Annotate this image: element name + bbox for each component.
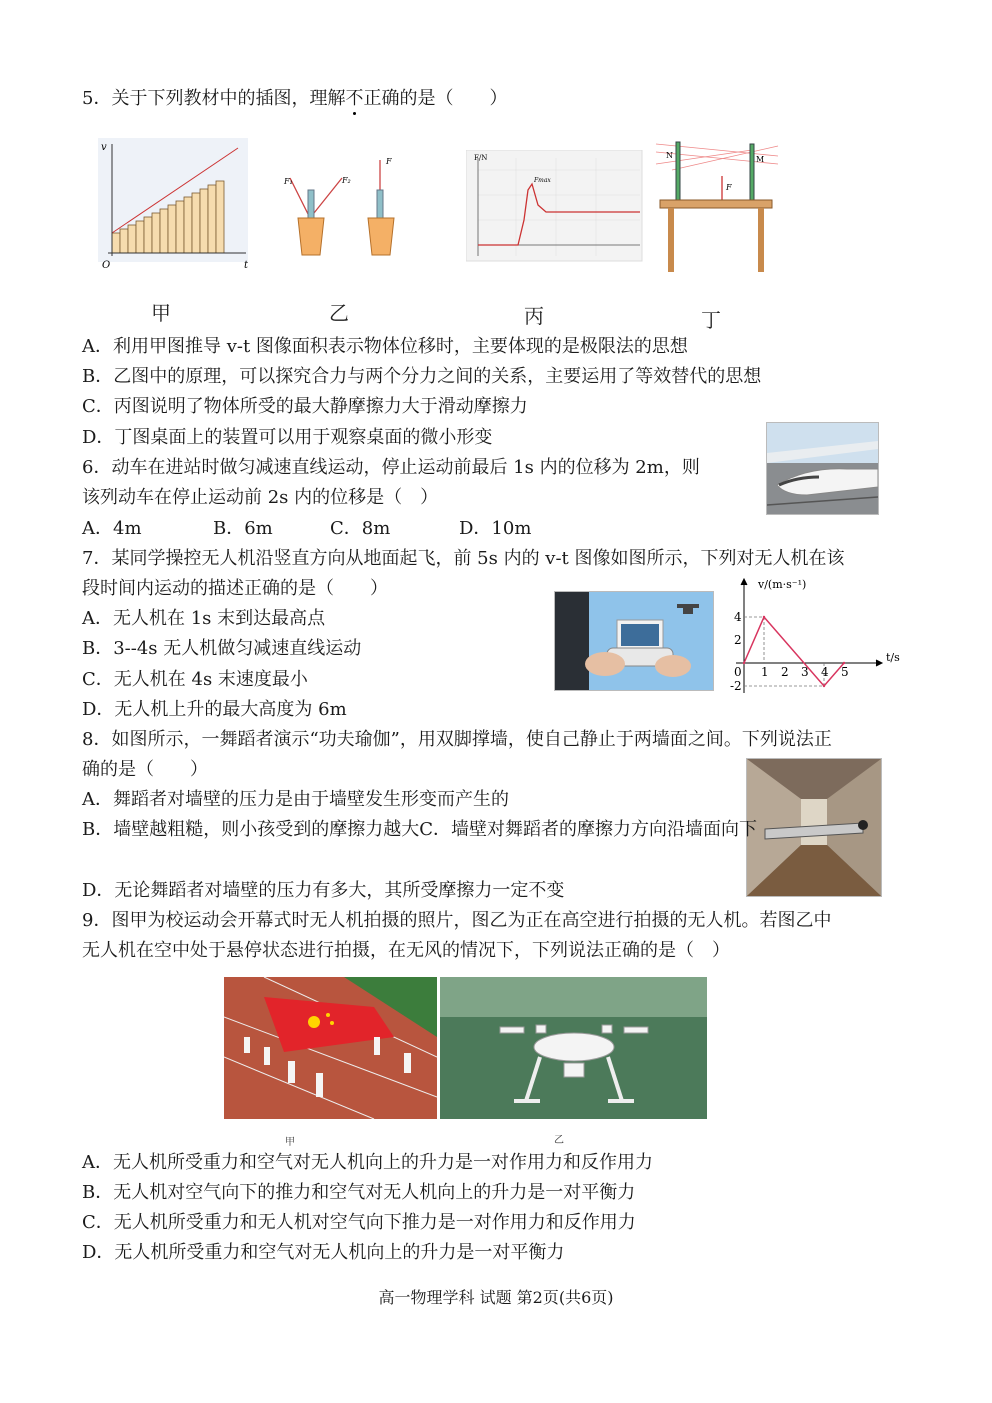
q5-figure-jia — [98, 138, 253, 273]
vt-xtick-label: 4 — [821, 665, 829, 679]
svg-text:N: N — [666, 151, 673, 160]
q9-option-c: C．无人机所受重力和无人机对空气向下推力是一对作用力和反作用力 — [82, 1212, 636, 1233]
q8-option-d: D．无论舞蹈者对墙壁的压力有多大，其所受摩擦力一定不变 — [82, 880, 565, 901]
vt-data-point — [823, 685, 825, 687]
caption-yi: 乙 — [329, 301, 349, 325]
train-photo — [766, 422, 879, 515]
jia-o-label: O — [102, 260, 111, 271]
vt-data-point — [743, 662, 745, 664]
sports-meeting-photo — [224, 977, 437, 1119]
q9-caption-yi: 乙 — [554, 1135, 564, 1146]
jia-v-label: v — [101, 142, 107, 153]
q6-option-c: C．8m — [330, 518, 391, 539]
svg-text:M: M — [756, 155, 765, 164]
vt-xtick-label: 1 — [761, 665, 769, 679]
caption-ding: 丁 — [701, 308, 721, 332]
svg-text:F₂: F₂ — [342, 176, 351, 185]
q9-caption-jia: 甲 — [285, 1137, 295, 1148]
vt-xtick-label: 2 — [781, 665, 789, 679]
q8-stem-line1: 8．如图所示，一舞蹈者演示“功夫瑜伽”，用双脚撑墙，使自己静止于两墙面之间。下列说法正 — [82, 729, 832, 750]
svg-text:F/N: F/N — [474, 154, 488, 162]
vt-ytick-label: 4 — [734, 610, 742, 624]
vt-ylabel: v/(m·s⁻¹) — [758, 578, 807, 591]
svg-text:F: F — [726, 183, 732, 192]
q5-figure-bing — [466, 150, 643, 262]
q8-option-b: B．墙壁越粗糙，则小孩受到的摩擦力越大C．墙壁对舞蹈者的摩擦力方向沿墙面向下 — [82, 819, 757, 840]
q7-vt-chart — [730, 575, 910, 700]
caption-jia: 甲 — [151, 301, 171, 325]
q5-option-b: B．乙图中的原理，可以探究合力与两个分力之间的关系，主要运用了等效替代的思想 — [82, 366, 762, 387]
q6-stem-line1: 6．动车在进站时做匀减速直线运动，停止运动前最后 1s 内的位移为 2m，则 — [82, 457, 700, 478]
page-footer: 高一物理学科 试题 第2页(共6页) — [378, 1288, 614, 1307]
q6-option-b: B．6m — [213, 518, 273, 539]
q5-option-c: C．丙图说明了物体所受的最大静摩擦力大于滑动摩擦力 — [82, 396, 528, 417]
q7-stem-line1: 7．某同学操控无人机沿竖直方向从地面起飞，前 5s 内的 v-t 图像如图所示，下列对无人机在该 — [82, 548, 845, 569]
jia-t-label: t — [244, 260, 249, 271]
svg-text:F₁: F₁ — [284, 177, 293, 186]
vt-data-point — [843, 662, 845, 664]
vt-ytick-label: 2 — [734, 633, 742, 647]
vt-xtick-label: 3 — [801, 665, 809, 679]
q9-stem-line1: 9．图甲为校运动会开幕式时无人机拍摄的照片，图乙为正在高空进行拍摄的无人机。若图乙中 — [82, 910, 832, 931]
q7-stem-line2: 段时间内运动的描述正确的是（ ） — [82, 578, 388, 599]
q9-option-a: A．无人机所受重力和空气对无人机向上的升力是一对作用力和反作用力 — [82, 1152, 653, 1173]
q5-figure-ding — [652, 130, 784, 275]
svg-text:Fmax: Fmax — [534, 177, 551, 184]
vt-xlabel: t/s — [886, 651, 900, 664]
q5-figure-yi — [280, 150, 415, 262]
vt-series-line — [744, 617, 844, 686]
drone-hovering-photo — [440, 977, 707, 1119]
q6-option-d: D．10m — [459, 518, 532, 539]
q5-option-d: D．丁图桌面上的装置可以用于观察桌面的微小形变 — [82, 427, 493, 448]
dancer-corridor-photo — [746, 758, 882, 897]
q7-option-b: B．3--4s 无人机做匀减速直线运动 — [82, 638, 362, 659]
vt-ytick-label: -2 — [730, 679, 742, 693]
vt-ytick-label: 0 — [734, 665, 742, 679]
vt-data-point — [763, 616, 765, 618]
q9-option-b: B．无人机对空气向下的推力和空气对无人机向上的升力是一对平衡力 — [82, 1182, 636, 1203]
q8-option-a: A．舞蹈者对墙壁的压力是由于墙壁发生形变而产生的 — [82, 789, 509, 810]
q6-option-a: A．4m — [82, 518, 142, 539]
q5-stem: 5．关于下列教材中的插图，理解不正确的是（ ） — [82, 88, 508, 109]
drone-controller-photo — [554, 591, 714, 691]
q8-stem-line2: 确的是（ ） — [82, 759, 208, 780]
q7-option-d: D．无人机上升的最大高度为 6m — [82, 699, 347, 720]
q9-option-d: D．无人机所受重力和空气对无人机向上的升力是一对平衡力 — [82, 1242, 565, 1263]
q6-stem-line2: 该列动车在停止运动前 2s 内的位移是（ ） — [82, 487, 439, 508]
q7-option-a: A．无人机在 1s 末到达最高点 — [82, 608, 326, 629]
caption-bing: 丙 — [524, 304, 544, 328]
q5-option-a: A．利用甲图推导 v-t 图像面积表示物体位移时，主要体现的是极限法的思想 — [82, 336, 688, 357]
q9-stem-line2: 无人机在空中处于悬停状态进行拍摄，在无风的情况下，下列说法正确的是（ ） — [82, 940, 730, 961]
q7-option-c: C．无人机在 4s 末速度最小 — [82, 669, 308, 690]
vt-xtick-label: 5 — [841, 665, 849, 679]
svg-text:F: F — [386, 157, 392, 166]
